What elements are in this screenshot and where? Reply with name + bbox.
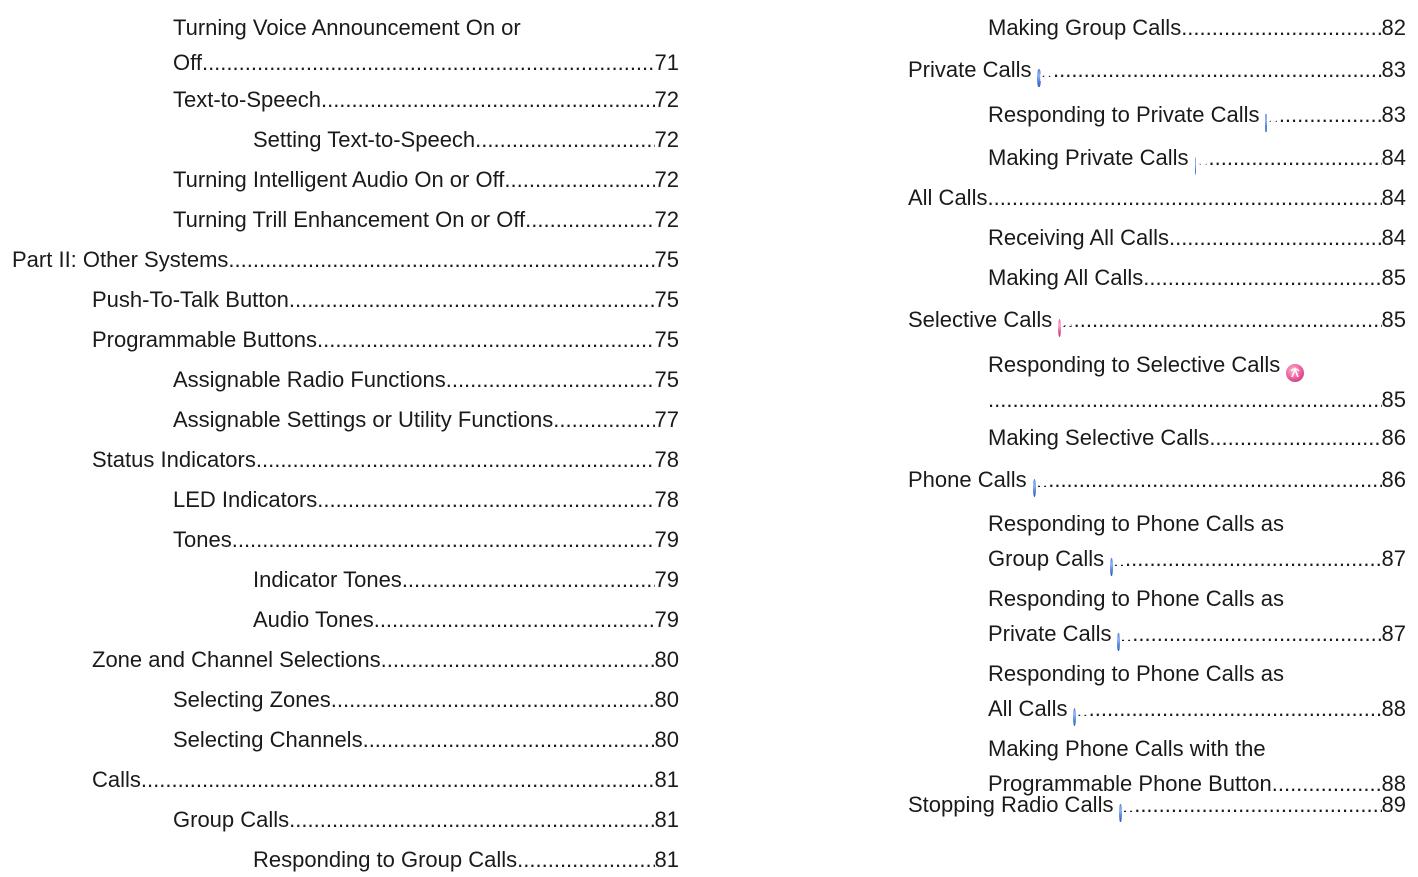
toc-page-number: 87 bbox=[1381, 621, 1406, 646]
toc-page-number: 85 bbox=[1381, 307, 1406, 332]
toc-entry-making-selective-calls[interactable] bbox=[908, 420, 1406, 455]
toc-entry-title: Private Calls bbox=[988, 621, 1112, 646]
toc-entry-title: Group Calls bbox=[988, 546, 1105, 571]
toc-entry-title: Indicator Tones bbox=[253, 567, 402, 592]
toc-entry-title: Making All Calls bbox=[988, 265, 1144, 290]
toc-entry-title: Making Phone Calls with the bbox=[988, 736, 1266, 761]
toc-entry-title: Responding to Phone Calls as bbox=[988, 511, 1284, 536]
dot-leader bbox=[289, 282, 655, 317]
toc-page-number: 80 bbox=[654, 687, 679, 712]
toc-page-number: 72 bbox=[654, 207, 679, 232]
toc-page-number: 79 bbox=[654, 567, 679, 592]
dot-leader bbox=[1267, 97, 1382, 132]
digital-mode-icon bbox=[1110, 558, 1113, 576]
toc-entry-title: Responding to Phone Calls as bbox=[988, 661, 1284, 686]
toc-page-number: 89 bbox=[1381, 792, 1406, 817]
toc-entry-assignable-radio-functions[interactable] bbox=[12, 362, 679, 397]
toc-entry-private-calls[interactable] bbox=[908, 52, 1406, 87]
digital-mode-icon bbox=[1037, 69, 1040, 87]
dot-leader bbox=[317, 322, 655, 357]
toc-entry-tones[interactable] bbox=[12, 522, 679, 557]
dot-leader bbox=[987, 180, 1381, 215]
dot-leader bbox=[553, 402, 654, 437]
toc-entry-title: Calls bbox=[92, 767, 141, 792]
toc-entry-title: Making Selective Calls bbox=[988, 425, 1210, 450]
toc-entry-responding-group-calls[interactable] bbox=[12, 842, 679, 877]
toc-page-number: 81 bbox=[654, 807, 679, 832]
toc-entry-responding-private-calls[interactable] bbox=[908, 97, 1406, 132]
toc-page-number: 84 bbox=[1381, 225, 1406, 250]
toc-entry-responding-selective-calls[interactable] bbox=[908, 347, 1406, 417]
toc-page-number: 75 bbox=[654, 247, 679, 272]
toc-entry-group-calls[interactable] bbox=[12, 802, 679, 837]
dot-leader bbox=[256, 442, 655, 477]
toc-entry-calls[interactable] bbox=[12, 762, 679, 797]
toc-entry-title: Turning Voice Announcement On or bbox=[173, 15, 521, 40]
toc-entry-status-indicators[interactable] bbox=[12, 442, 679, 477]
toc-entry-setting-text-to-speech[interactable] bbox=[12, 122, 679, 157]
dot-leader bbox=[381, 642, 655, 677]
toc-entry-title: Group Calls bbox=[173, 807, 290, 832]
dot-leader bbox=[1120, 616, 1381, 651]
toc-entry-title: Programmable Buttons bbox=[92, 327, 317, 352]
dot-leader bbox=[321, 82, 655, 117]
toc-entry-trill-enhancement[interactable] bbox=[12, 202, 679, 237]
toc-entry-stopping-radio-calls[interactable] bbox=[908, 787, 1406, 822]
toc-page-number: 82 bbox=[1381, 15, 1406, 40]
dot-leader bbox=[517, 842, 654, 877]
toc-page-number: 80 bbox=[654, 647, 679, 672]
toc-entry-title: Making Group Calls bbox=[988, 15, 1182, 40]
toc-entry-audio-tones[interactable] bbox=[12, 602, 679, 637]
toc-entry-title: Programmable Phone Button bbox=[988, 771, 1272, 796]
dot-leader bbox=[525, 202, 654, 237]
toc-entry-title: Part II: Other Systems bbox=[12, 247, 229, 272]
toc-entry-title: Setting Text-to-Speech bbox=[253, 127, 476, 152]
dot-leader bbox=[289, 802, 654, 837]
toc-entry-title: Responding to Private Calls bbox=[988, 102, 1260, 127]
digital-mode-icon bbox=[1195, 157, 1197, 175]
toc-page-number: 86 bbox=[1381, 425, 1406, 450]
toc-entry-title: Off bbox=[173, 50, 202, 75]
toc-entry-title: Selective Calls bbox=[908, 307, 1053, 332]
toc-page-number: 72 bbox=[654, 167, 679, 192]
toc-entry-led-indicators[interactable] bbox=[12, 482, 679, 517]
toc-page-number: 85 bbox=[1381, 265, 1406, 290]
toc-entry-responding-phone-private[interactable] bbox=[908, 581, 1406, 651]
dot-leader bbox=[1036, 462, 1382, 497]
toc-entry-title: Turning Intelligent Audio On or Off bbox=[173, 167, 505, 192]
dot-leader bbox=[1209, 420, 1381, 455]
toc-entry-making-all-calls[interactable] bbox=[908, 260, 1406, 295]
toc-page-number: 79 bbox=[654, 527, 679, 552]
toc-entry-title: Phone Calls bbox=[908, 467, 1027, 492]
toc-entry-programmable-buttons[interactable] bbox=[12, 322, 679, 357]
dot-leader bbox=[232, 522, 655, 557]
dot-leader bbox=[1113, 541, 1382, 576]
toc-entry-making-group-calls[interactable] bbox=[908, 10, 1406, 45]
toc-entry-selecting-zones[interactable] bbox=[12, 682, 679, 717]
dot-leader bbox=[228, 242, 654, 277]
toc-entry-title: All Calls bbox=[988, 696, 1068, 721]
toc-page-number: 78 bbox=[654, 447, 679, 472]
toc-entry-title: Private Calls bbox=[908, 57, 1032, 82]
toc-page-number: 77 bbox=[654, 407, 679, 432]
toc-entry-title: Responding to Group Calls bbox=[253, 847, 518, 872]
dot-leader bbox=[331, 682, 655, 717]
toc-entry-push-to-talk-button[interactable] bbox=[12, 282, 679, 317]
toc-page-number: 88 bbox=[1381, 771, 1406, 796]
toc-page-number: 79 bbox=[654, 607, 679, 632]
toc-entry-title: Selecting Channels bbox=[173, 727, 363, 752]
digital-mode-icon bbox=[1119, 804, 1122, 822]
dot-leader bbox=[1181, 10, 1381, 45]
toc-entry-making-private-calls[interactable] bbox=[908, 140, 1406, 175]
toc-entry-responding-phone-all[interactable] bbox=[908, 656, 1406, 726]
toc-page-number: 72 bbox=[654, 87, 679, 112]
toc-entry-text-to-speech[interactable] bbox=[12, 82, 679, 117]
toc-entry-title: LED Indicators bbox=[173, 487, 318, 512]
dot-leader bbox=[1076, 691, 1381, 726]
toc-page-number: 83 bbox=[1381, 57, 1406, 82]
dot-leader bbox=[1169, 220, 1382, 255]
toc-entry-receiving-all-calls[interactable] bbox=[908, 220, 1406, 255]
toc-entry-title: Receiving All Calls bbox=[988, 225, 1169, 250]
toc-page-number: 71 bbox=[654, 50, 679, 75]
dot-leader bbox=[374, 602, 655, 637]
toc-page-number: 78 bbox=[654, 487, 679, 512]
digital-mode-icon bbox=[1265, 114, 1266, 132]
toc-page-number: 83 bbox=[1381, 102, 1406, 127]
toc-entry-title: Push-To-Talk Button bbox=[92, 287, 289, 312]
dot-leader bbox=[475, 122, 654, 157]
toc-entry-indicator-tones[interactable] bbox=[12, 562, 679, 597]
dot-leader bbox=[446, 362, 655, 397]
dot-leader bbox=[402, 562, 655, 597]
toc-entry-selective-calls[interactable] bbox=[908, 302, 1406, 337]
dot-leader bbox=[317, 482, 654, 517]
toc-entry-intelligent-audio[interactable] bbox=[12, 162, 679, 197]
dot-leader bbox=[1122, 787, 1382, 822]
toc-page-number: 75 bbox=[654, 287, 679, 312]
dot-leader bbox=[1196, 140, 1381, 175]
digital-mode-icon bbox=[1117, 633, 1120, 651]
toc-entry-zone-channel-selections[interactable] bbox=[12, 642, 679, 677]
toc-page-number: 75 bbox=[654, 327, 679, 352]
toc-entry-all-calls[interactable] bbox=[908, 180, 1406, 215]
selective-call-icon bbox=[1286, 364, 1304, 382]
dot-leader bbox=[988, 382, 1382, 417]
toc-page-number: 88 bbox=[1381, 696, 1406, 721]
toc-page-number: 87 bbox=[1381, 546, 1406, 571]
toc-page-number: 75 bbox=[654, 367, 679, 392]
toc-entry-title: Responding to Phone Calls as bbox=[988, 586, 1284, 611]
toc-entry-turning-voice-announcement[interactable] bbox=[12, 10, 679, 80]
toc-entry-part-ii-other-systems[interactable] bbox=[12, 242, 679, 277]
toc-page-number: 85 bbox=[1381, 387, 1406, 412]
toc-entry-title: Making Private Calls bbox=[988, 145, 1189, 170]
dot-leader bbox=[1041, 52, 1382, 87]
digital-mode-icon bbox=[1033, 479, 1036, 497]
toc-page-number: 86 bbox=[1381, 467, 1406, 492]
toc-entry-title: Assignable Radio Functions bbox=[173, 367, 446, 392]
toc-page-number: 81 bbox=[654, 767, 679, 792]
dot-leader bbox=[504, 162, 654, 197]
toc-entry-selecting-channels[interactable] bbox=[12, 722, 679, 757]
dot-leader bbox=[1061, 302, 1381, 337]
toc-page-number: 81 bbox=[654, 847, 679, 872]
toc-entry-title: All Calls bbox=[908, 185, 988, 210]
toc-entry-title: Stopping Radio Calls bbox=[908, 792, 1114, 817]
dot-leader bbox=[202, 45, 655, 80]
dot-leader bbox=[141, 762, 655, 797]
toc-entry-title: Responding to Selective Calls bbox=[988, 352, 1281, 377]
toc-page-number: 84 bbox=[1381, 145, 1406, 170]
toc-entry-title: Tones bbox=[173, 527, 232, 552]
toc-page-number: 80 bbox=[654, 727, 679, 752]
digital-mode-icon bbox=[1073, 708, 1076, 726]
toc-entry-title: Text-to-Speech bbox=[173, 87, 321, 112]
toc-entry-assignable-settings[interactable] bbox=[12, 402, 679, 437]
toc-entry-title: Turning Trill Enhancement On or Off bbox=[173, 207, 526, 232]
toc-page-number: 72 bbox=[654, 127, 679, 152]
toc-page-number: 84 bbox=[1381, 185, 1406, 210]
dot-leader bbox=[1143, 260, 1381, 295]
toc-entry-title: Selecting Zones bbox=[173, 687, 331, 712]
toc-entry-title: Audio Tones bbox=[253, 607, 374, 632]
toc-entry-phone-calls[interactable] bbox=[908, 462, 1406, 497]
toc-entry-title: Zone and Channel Selections bbox=[92, 647, 381, 672]
toc-entry-title: Assignable Settings or Utility Functions bbox=[173, 407, 554, 432]
selective-call-icon bbox=[1058, 319, 1061, 337]
toc-entry-responding-phone-group[interactable] bbox=[908, 506, 1406, 576]
dot-leader bbox=[363, 722, 655, 757]
toc-entry-title: Status Indicators bbox=[92, 447, 256, 472]
